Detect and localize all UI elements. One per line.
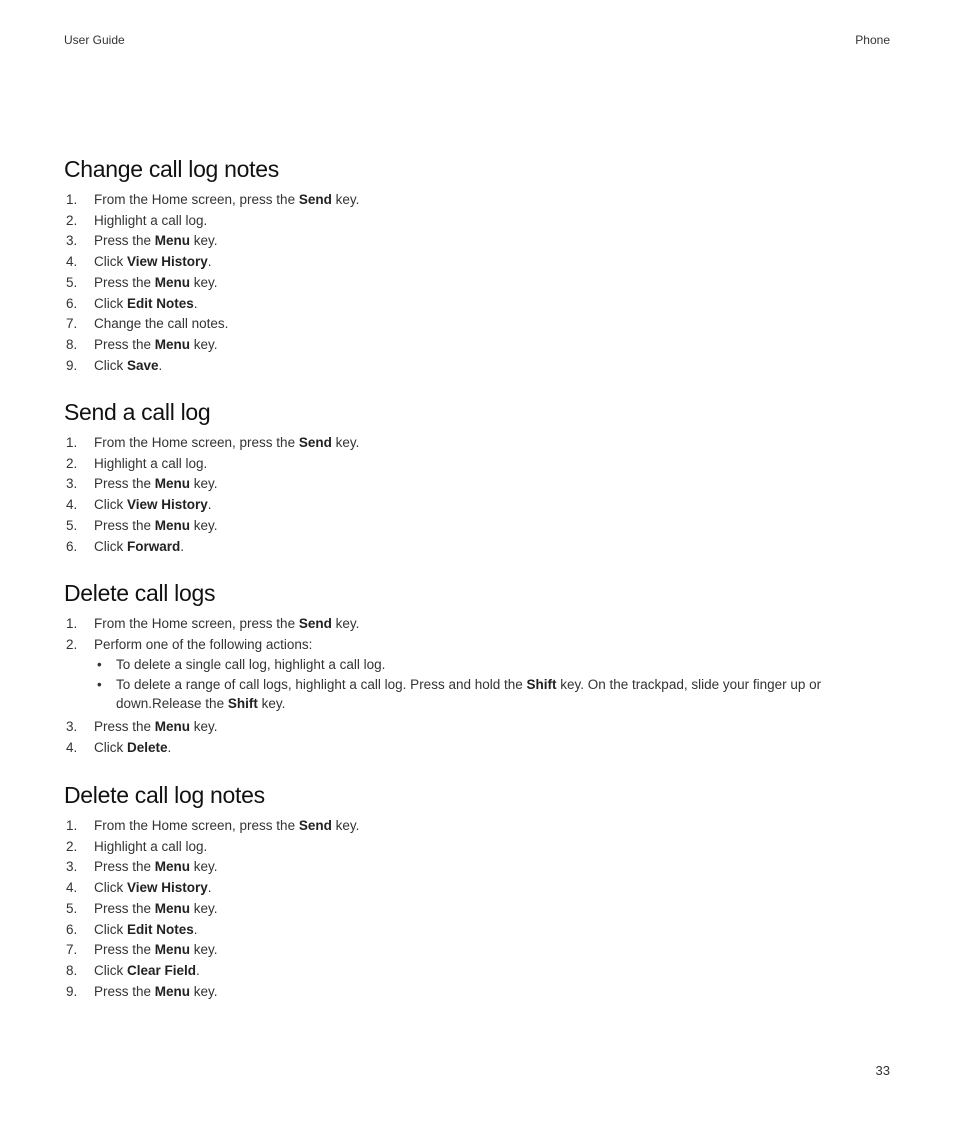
step-text: Click — [94, 497, 127, 513]
running-header-chapter: Phone — [855, 33, 890, 47]
step-item — [64, 717, 894, 738]
step-item — [64, 816, 894, 837]
step-text: From the Home screen, press the — [94, 818, 299, 833]
step-number: 3. — [66, 718, 78, 734]
step-item — [64, 474, 894, 495]
step-list — [64, 614, 894, 758]
step-item — [64, 273, 894, 294]
step-number: 3. — [66, 233, 78, 249]
step-number: 2. — [66, 838, 78, 854]
step-key-name: Menu — [154, 859, 191, 875]
step-number: 5. — [66, 517, 78, 533]
step-number: 6. — [66, 538, 78, 554]
step-text: key. — [331, 616, 360, 631]
step-number: 6. — [66, 921, 78, 937]
step-item — [64, 516, 894, 537]
step-item — [64, 294, 894, 315]
page-number: 33 — [875, 1063, 890, 1078]
section-heading: Delete call logs — [64, 580, 216, 606]
running-header-title: User Guide — [64, 33, 125, 47]
step-text: key. — [331, 435, 360, 450]
step-key-name: Send — [298, 192, 332, 207]
step-number: 1. — [66, 616, 78, 631]
step-item — [64, 314, 894, 335]
step-number: 1. — [66, 818, 78, 833]
bullet-icon: • — [97, 676, 102, 692]
section-heading: Send a call log — [64, 399, 211, 425]
step-text: Press the — [94, 476, 155, 492]
step-text: Press the — [94, 718, 155, 734]
step-text: From the Home screen, press the — [94, 616, 299, 631]
step-item — [64, 940, 894, 961]
step-text: Click — [94, 254, 127, 270]
step-text: Press the — [94, 942, 155, 958]
step-number: 8. — [66, 336, 78, 352]
step-menu-item-name: Edit Notes — [127, 921, 194, 937]
option-text: key. On the trackpad, slide your finger up or down.Release the — [116, 676, 822, 712]
step-key-name: Menu — [154, 900, 191, 916]
step-text: Change the call notes. — [94, 316, 229, 332]
step-number: 4. — [66, 880, 78, 896]
step-text: From the Home screen, press the — [94, 435, 299, 450]
step-item — [64, 190, 894, 211]
step-text: . — [158, 357, 163, 373]
step-key-name: Send — [298, 435, 332, 450]
step-number: 1. — [66, 192, 78, 207]
step-text: key. — [190, 476, 218, 492]
step-text: Press the — [94, 233, 155, 249]
bullet-icon: • — [97, 657, 102, 673]
option-text: To delete a range of call logs, highlight a call log. Press and hold the — [116, 676, 527, 692]
step-text: key. — [190, 336, 218, 352]
step-number: 3. — [66, 859, 78, 875]
step-key-name: Menu — [154, 517, 191, 533]
step-text: . — [207, 880, 212, 896]
step-text: . — [180, 538, 185, 554]
step-number: 5. — [66, 274, 78, 290]
step-text: Click — [94, 880, 127, 896]
step-item — [64, 982, 894, 1003]
step-text: Highlight a call log. — [94, 212, 208, 228]
step-item — [64, 537, 894, 558]
step-text: key. — [331, 192, 360, 207]
step-number: 4. — [66, 254, 78, 270]
step-number: 2. — [66, 636, 78, 652]
step-key-name: Menu — [154, 233, 191, 249]
step-text: Press the — [94, 983, 155, 999]
step-text: From the Home screen, press the — [94, 192, 299, 207]
step-menu-item-name: Edit Notes — [127, 295, 194, 311]
option-text: key. — [257, 696, 286, 712]
step-item — [64, 635, 894, 717]
step-text: Click — [94, 921, 127, 937]
step-text: Click — [94, 962, 127, 978]
action-options-list — [94, 655, 894, 717]
step-text: Highlight a call log. — [94, 838, 208, 854]
step-menu-item-name: View History — [127, 254, 208, 270]
step-text: Click — [94, 295, 127, 311]
step-text: . — [196, 962, 200, 978]
step-text: Click — [94, 357, 127, 373]
step-key-name: Menu — [154, 476, 191, 492]
step-menu-item-name: Save — [127, 357, 159, 373]
option-key-name: Shift — [227, 696, 258, 712]
step-text: Perform one of the following actions: — [94, 636, 313, 652]
step-text: . — [193, 295, 198, 311]
step-number: 6. — [66, 295, 78, 311]
step-key-name: Menu — [154, 718, 191, 734]
step-number: 4. — [66, 497, 78, 513]
action-option — [94, 675, 894, 714]
step-item — [64, 231, 894, 252]
step-item — [64, 252, 894, 273]
step-item — [64, 899, 894, 920]
step-item — [64, 433, 894, 454]
step-item — [64, 738, 894, 759]
step-text: key. — [190, 233, 218, 249]
step-text: . — [207, 497, 212, 513]
step-list — [64, 816, 894, 1002]
step-number: 9. — [66, 983, 78, 999]
section-change-call-log-notes — [64, 154, 894, 376]
step-text: Press the — [94, 859, 155, 875]
step-number: 7. — [66, 316, 78, 332]
section-delete-call-logs — [64, 578, 894, 758]
action-option — [94, 655, 894, 675]
step-item — [64, 211, 894, 232]
step-menu-item-name: Forward — [127, 538, 181, 554]
step-key-name: Menu — [154, 983, 191, 999]
step-item — [64, 335, 894, 356]
step-item — [64, 614, 894, 635]
step-number: 5. — [66, 900, 78, 916]
step-number: 1. — [66, 435, 78, 450]
step-text: key. — [190, 859, 218, 875]
step-item — [64, 961, 894, 982]
step-number: 3. — [66, 476, 78, 492]
step-number: 7. — [66, 942, 78, 958]
step-text: Press the — [94, 336, 155, 352]
step-text: Press the — [94, 517, 155, 533]
section-send-a-call-log — [64, 397, 894, 557]
step-list — [64, 190, 894, 376]
step-item — [64, 857, 894, 878]
section-heading: Delete call log notes — [64, 782, 265, 808]
step-text: . — [167, 739, 172, 755]
step-text: key. — [190, 983, 218, 999]
step-text: . — [193, 921, 198, 937]
step-text: Press the — [94, 274, 155, 290]
step-menu-item-name: View History — [127, 497, 208, 513]
step-item — [64, 837, 894, 858]
step-key-name: Menu — [154, 942, 191, 958]
step-key-name: Menu — [154, 274, 191, 290]
step-text: key. — [190, 900, 218, 916]
step-text: key. — [190, 718, 218, 734]
step-number: 2. — [66, 212, 78, 228]
step-text: Highlight a call log. — [94, 455, 208, 471]
step-key-name: Menu — [154, 336, 191, 352]
step-text: Press the — [94, 900, 155, 916]
step-text: key. — [190, 942, 218, 958]
step-number: 8. — [66, 962, 78, 978]
step-key-name: Send — [298, 818, 332, 833]
step-key-name: Send — [298, 616, 332, 631]
step-text: key. — [190, 274, 218, 290]
step-text: . — [207, 254, 212, 270]
step-item — [64, 920, 894, 941]
step-menu-item-name: Delete — [127, 739, 168, 755]
step-text: Click — [94, 538, 127, 554]
step-text: Click — [94, 739, 127, 755]
step-number: 2. — [66, 455, 78, 471]
section-heading: Change call log notes — [64, 156, 279, 182]
step-list — [64, 433, 894, 557]
option-text: To delete a single call log, highlight a call log. — [116, 657, 386, 673]
option-key-name: Shift — [526, 676, 557, 692]
step-item — [64, 878, 894, 899]
step-menu-item-name: Clear Field — [127, 962, 197, 978]
section-delete-call-log-notes — [64, 780, 894, 1002]
step-item — [64, 495, 894, 516]
step-number: 4. — [66, 739, 78, 755]
step-text: key. — [331, 818, 360, 833]
step-text: key. — [190, 517, 218, 533]
step-item — [64, 356, 894, 377]
step-menu-item-name: View History — [127, 880, 208, 896]
step-number: 9. — [66, 357, 78, 373]
step-item — [64, 454, 894, 475]
